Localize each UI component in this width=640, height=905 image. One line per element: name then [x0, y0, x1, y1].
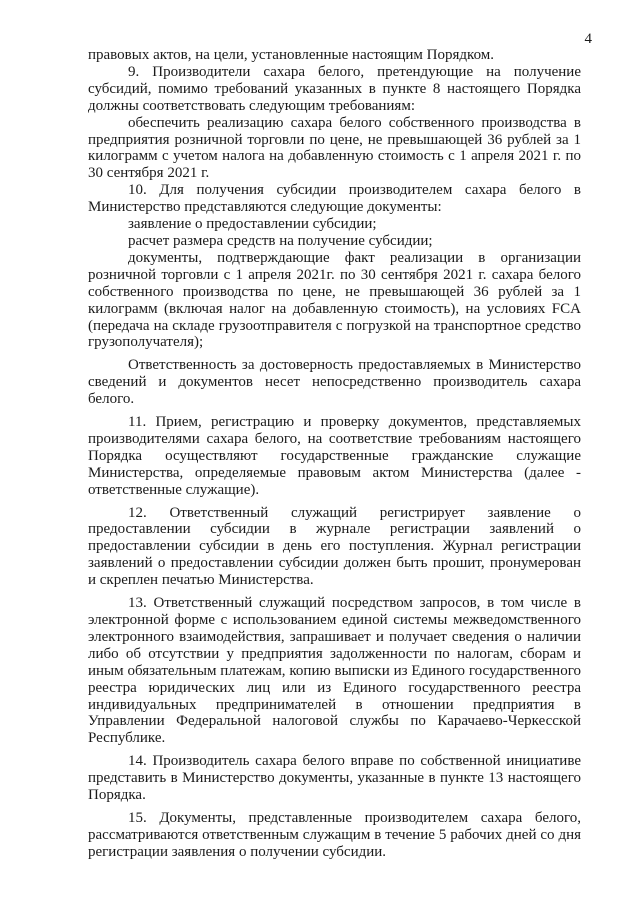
paragraph: 10. Для получения субсидии производителем сахара белого в Министерство представляются следующие документы: — [88, 182, 581, 216]
paragraph: Ответственность за достоверность предоставляемых в Министерство сведений и документов несет непосредственно производитель сахара белого. — [88, 357, 581, 408]
page-number: 4 — [584, 31, 592, 47]
paragraph: 15. Документы, представленные производителем сахара белого, рассматриваются ответственным служащим в течение 5 рабочих дней со дня регистрации заявления о получении субсидии. — [88, 809, 581, 860]
paragraph: расчет размера средств на получение субсидии; — [128, 232, 433, 249]
document-body — [88, 47, 581, 861]
paragraph: 11. Прием, регистрацию и проверку документов, представляемых производителями сахара белого, на соответствие требованиям настоящего Порядка осуществляют государственные гражданские служащие Министерства, определяемые правовым актом Министерства (далее - ответственные служащие). — [88, 414, 581, 498]
paragraph: 12. Ответственный служащий регистрирует заявление о предоставлении субсидии в журнале регистрации заявлений о предоставлении субсидии в день его поступления. Журнал регистрации заявлений о предоставлении субсидии должен быть прошит, пронумерован и скреплен печатью Министерства. — [88, 504, 581, 589]
paragraph: правовых актов, на цели, установленные настоящим Порядком. — [88, 47, 495, 63]
paragraph: 9. Производители сахара белого, претендующие на получение субсидий, помимо требований указанных в пункте 8 настоящего Порядка должны соответствовать следующим требованиям: — [88, 63, 581, 114]
paragraph: документы, подтверждающие факт реализации в организации розничной торговли с 1 апреля 2021г. по 30 сентября 2021 г. сахара белого собственного производства по цене, не превышающей 36 рублей за 1 килограмм (включая налог на добавленную стоимость), на условиях FCA (передача на складе грузоотправителя с погрузкой на транспортное средство грузополучателя); — [88, 249, 581, 351]
paragraph: 13. Ответственный служащий посредством запросов, в том числе в электронной форме с использованием единой системы межведомственного электронного взаимодействия, запрашивает и получает сведения о наличии либо об отсутствии у предприятия задолженности по налогам, сборам и иным обязательным платежам, копию выписки из Единого государственного реестра юридических лиц или из Единого государственного реестра индивидуальных предпринимателей в отношении предприятия в Управлении Федеральной налоговой службы по Карачаево-Черкесской Республике. — [88, 595, 581, 747]
paragraph: обеспечить реализацию сахара белого собственного производства в предприятия розничной торговли по цене, не превышающей 36 рублей за 1 килограмм с учетом налога на добавленную стоимость с 1 апреля 2021 г. по 30 сентября 2021 г. — [88, 114, 581, 182]
paragraph: заявление о предоставлении субсидии; — [128, 216, 377, 233]
paragraph: 14. Производитель сахара белого вправе по собственной инициативе представить в Министерство документы, указанные в пункте 13 настоящего Порядка. — [88, 753, 581, 804]
